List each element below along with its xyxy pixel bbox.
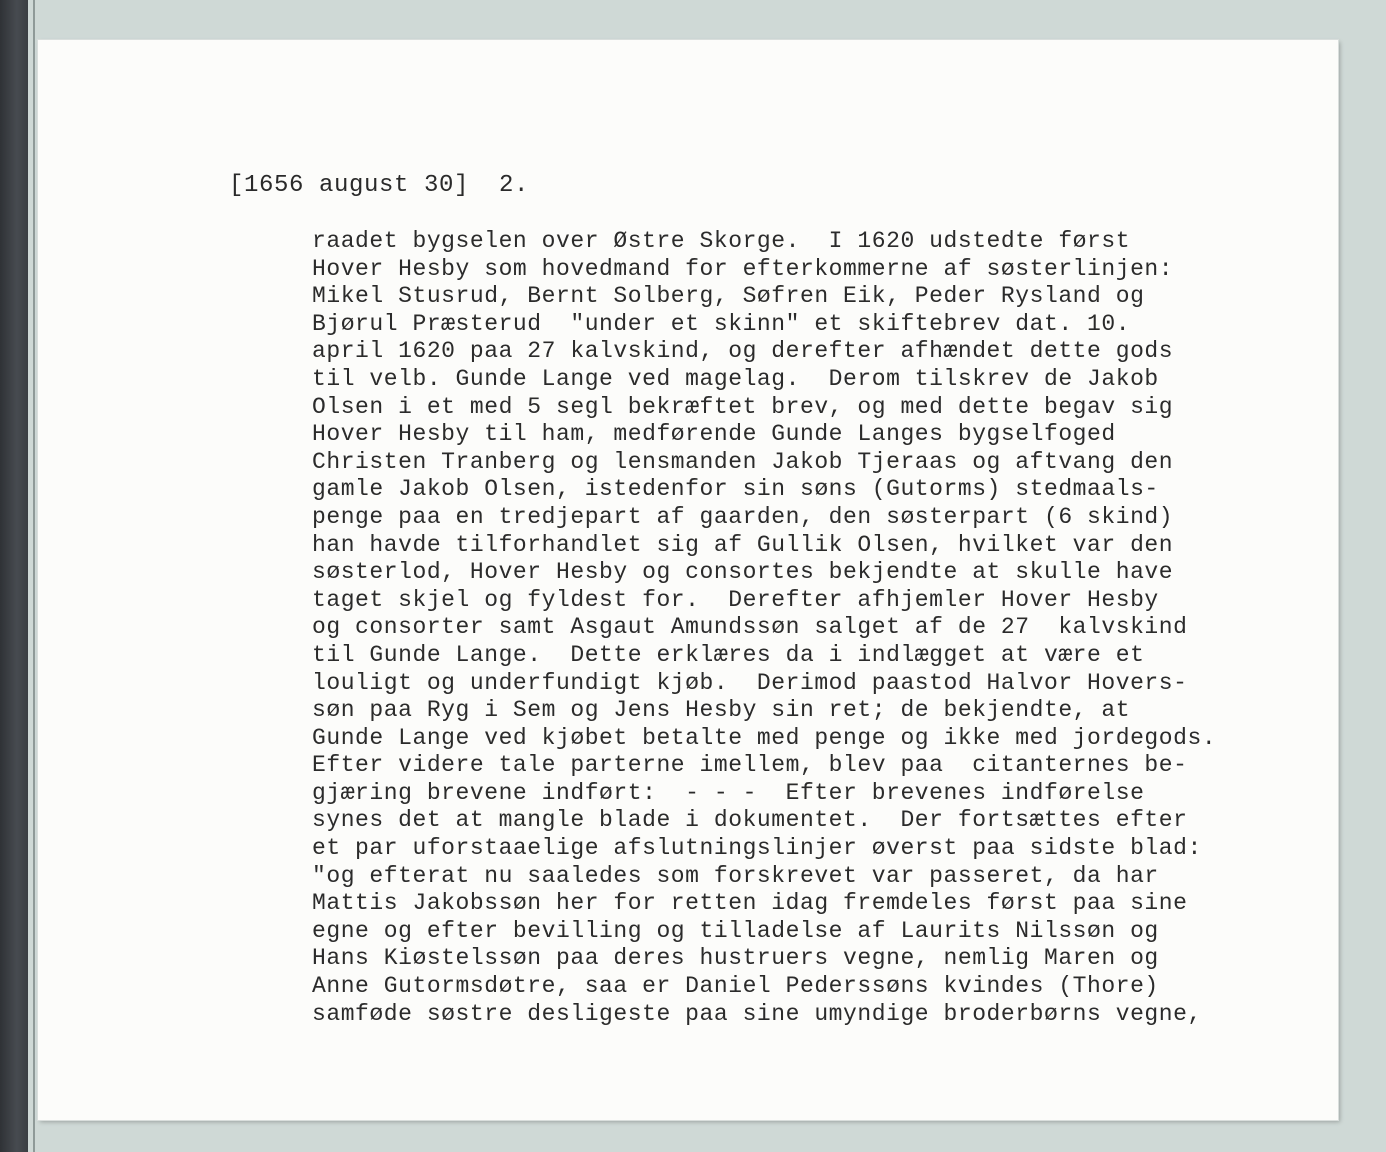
text-line: Mikel Stusrud, Bernt Solberg, Søfren Eik, Peder Rysland og [312, 283, 1145, 310]
document-header: [1656 august 30] 2. [229, 172, 530, 199]
text-line: louligt og underfundigt kjøb. Derimod paastod Halvor Hovers- [312, 669, 1188, 696]
text-line: samføde søstre desligeste paa sine umyndige broderbørns vegne, [312, 1000, 1202, 1027]
text-line: Mattis Jakobssøn her for retten idag fremdeles først paa sine [312, 890, 1188, 917]
text-line: taget skjel og fyldest for. Derefter afhjemler Hover Hesby [312, 586, 1159, 613]
binding-edge [0, 0, 28, 1152]
text-line: Bjørul Præsterud "under et skinn" et skiftebrev dat. 10. [312, 310, 1131, 337]
text-line: synes det at mangle blade i dokumentet. Der fortsættes efter [312, 807, 1188, 834]
text-line: søn paa Ryg i Sem og Jens Hesby sin ret; de bekjendte, at [312, 697, 1131, 724]
text-line: og consorter samt Asgaut Amundssøn salget af de 27 kalvskind [312, 614, 1188, 641]
text-line: han havde tilforhandlet sig af Gullik Olsen, hvilket var den [312, 531, 1174, 558]
text-line: søsterlod, Hover Hesby og consortes bekjendte at skulle have [312, 559, 1174, 586]
text-line: Gunde Lange ved kjøbet betalte med penge og ikke med jordegods. [312, 724, 1217, 751]
typed-body-text [312, 228, 1216, 1028]
text-line: "og efterat nu saaledes som forskrevet var passeret, da har [312, 862, 1159, 889]
text-line: gjæring brevene indført: - - - Efter brevenes indførelse [312, 779, 1145, 806]
text-line: egne og efter bevilling og tilladelse af Laurits Nilssøn og [312, 917, 1159, 944]
text-line: gamle Jakob Olsen, istedenfor sin søns (Gutorms) stedmaals- [312, 476, 1159, 503]
text-line: Hans Kiøstelssøn paa deres hustruers vegne, nemlig Maren og [312, 945, 1159, 972]
text-line: til Gunde Lange. Dette erklæres da i indlægget at være et [312, 641, 1145, 668]
text-line: til velb. Gunde Lange ved magelag. Derom tilskrev de Jakob [312, 365, 1159, 392]
text-line: Efter videre tale parterne imellem, blev paa citanternes be- [312, 752, 1188, 779]
text-line: penge paa en tredjepart af gaarden, den søsterpart (6 skind) [312, 503, 1174, 530]
text-line: Hover Hesby som hovedmand for efterkommerne af søsterlinjen: [312, 255, 1174, 282]
text-line: april 1620 paa 27 kalvskind, og derefter afhændet dette gods [312, 338, 1174, 365]
text-line: Anne Gutormsdøtre, saa er Daniel Pederssøns kvindes (Thore) [312, 973, 1159, 1000]
text-line: et par uforstaaelige afslutningslinjer øverst paa sidste blad: [312, 835, 1202, 862]
text-line: raadet bygselen over Østre Skorge. I 1620 udstedte først [312, 228, 1131, 254]
text-line: Olsen i et med 5 segl bekræftet brev, og med dette begav sig [312, 393, 1174, 420]
text-line: Hover Hesby til ham, medførende Gunde Langes bygselfoged [312, 421, 1116, 448]
board-edge-line [33, 0, 35, 1152]
text-line: Christen Tranberg og lensmanden Jakob Tjeraas og aftvang den [312, 448, 1174, 475]
